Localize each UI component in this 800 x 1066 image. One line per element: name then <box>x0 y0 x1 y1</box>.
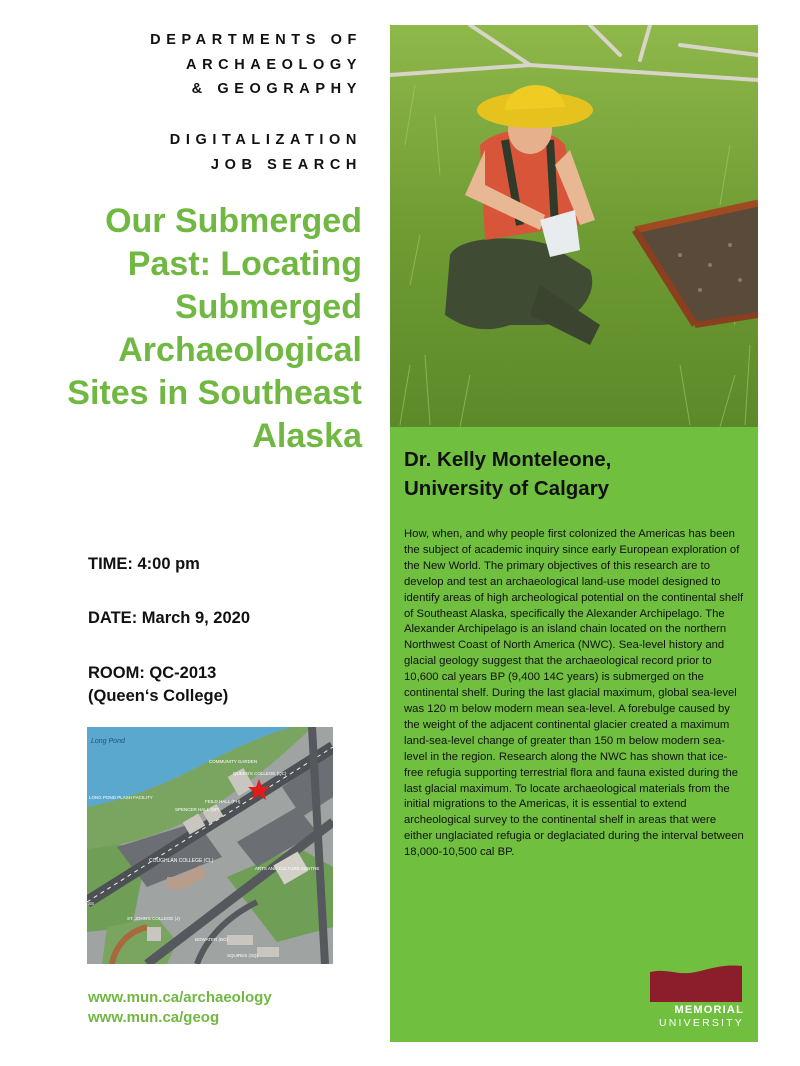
website-links <box>88 988 272 1028</box>
map-label-spencer: SPENCER HALL (SP) <box>175 807 220 812</box>
job-search-line-1: DIGITALIZATION <box>169 132 362 148</box>
event-room: ROOM: QC-2013 <box>88 664 217 682</box>
memorial-university-logo <box>648 962 744 1032</box>
fieldwork-photo-graphic <box>390 25 758 427</box>
campus-map-graphic <box>87 727 333 964</box>
talk-title <box>20 200 362 458</box>
departments-line-2: ARCHAEOLOGY <box>186 56 362 73</box>
fieldwork-photo <box>390 25 758 427</box>
talk-abstract: How, when, and why people first colonized the Americas has been the subject of academic inquiry since early European exploration of the New World. The primary objectives of this research are to develop and test an archaeological land-use model designed to identify areas of high archeological potential on the continental shelf of Southeast Alaska, specifically the Alexander Archipelago. The Alexander Archipelago is an island chain located on the northern Northwest Coast of North America (NWC). Sea-level history and glacial geology suggest that the archaeological record prior to 10,600 cal years BP (9,400 14C years) is submerged on the continental shelf. During the last glacial maximum, global sea-level was 120 m below modern mean sea-level. A forebulge caused by the weight of the adjacent continental glacier created a maximum land-sea-level change of greater than 150 m below modern sea-level in the region. Research along the NWC has shown that ice-free refugia supporting terrestrial flora and fauna existed during the last glacial maximum. To locate archaeological materials from the initial migrations to the Americas, it is essential to extend archeological survey to the continental shelf in areas that were either unglaciated refugia or deglaciated during the interval between 18,000-10,500 cal BP. <box>404 528 744 859</box>
event-time: TIME: 4:00 pm <box>88 555 200 573</box>
logo-word-university: UNIVERSITY <box>658 1017 744 1029</box>
title-line-2: Past: Locating <box>127 245 362 283</box>
map-label-edge: SS <box>88 901 95 906</box>
logo-word-memorial: MEMORIAL <box>674 1004 744 1016</box>
event-date: DATE: March 9, 2020 <box>88 609 251 627</box>
campus-map <box>87 727 333 964</box>
map-label-facility: LONG POND PLASH FACILITY <box>89 795 153 800</box>
title-line-6: Alaska <box>252 417 362 455</box>
title-line-4: Archaeological <box>118 331 362 369</box>
departments-heading <box>150 28 362 102</box>
map-label-bowater: BOWATER (BO) <box>195 937 228 942</box>
job-search-heading <box>170 128 362 177</box>
departments-line-1: DEPARTMENTS OF <box>150 32 362 48</box>
map-label-community-garden: COMMUNITY GARDEN <box>209 759 258 764</box>
map-label-squires: SQUIRES (SQ) <box>227 953 259 958</box>
speaker-affiliation: University of Calgary <box>404 477 610 500</box>
title-line-3: Submerged <box>174 288 362 326</box>
link-geography[interactable]: www.mun.ca/geog <box>88 1009 220 1026</box>
speaker-name: Dr. Kelly Monteleone, <box>404 448 612 471</box>
memorial-logo-mark-icon <box>648 962 744 1004</box>
speaker-heading <box>404 445 611 503</box>
map-label-queens-college: QUEEN'S COLLEGE (QC) <box>233 771 287 776</box>
link-archaeology[interactable]: www.mun.ca/archaeology <box>88 989 272 1006</box>
speaker-panel <box>390 427 758 1042</box>
map-label-coughlan: COUGHLAN COLLEGE (CL) <box>149 858 214 864</box>
map-label-feild: FEILD HALL (FH) <box>205 799 241 804</box>
map-label-st-johns: ST. JOHN'S COLLEGE (J) <box>127 916 180 921</box>
job-search-line-2: JOB SEARCH <box>210 156 362 173</box>
title-line-1: Our Submerged <box>105 202 362 240</box>
event-room-detail: (Queen‘s College) <box>88 687 229 705</box>
title-line-5: Sites in Southeast <box>67 374 362 412</box>
departments-line-3: & GEOGRAPHY <box>191 81 362 97</box>
map-label-arts: ARTS AND CULTURE CENTRE <box>255 866 320 871</box>
map-label-long-pond: Long Pond <box>91 738 125 745</box>
